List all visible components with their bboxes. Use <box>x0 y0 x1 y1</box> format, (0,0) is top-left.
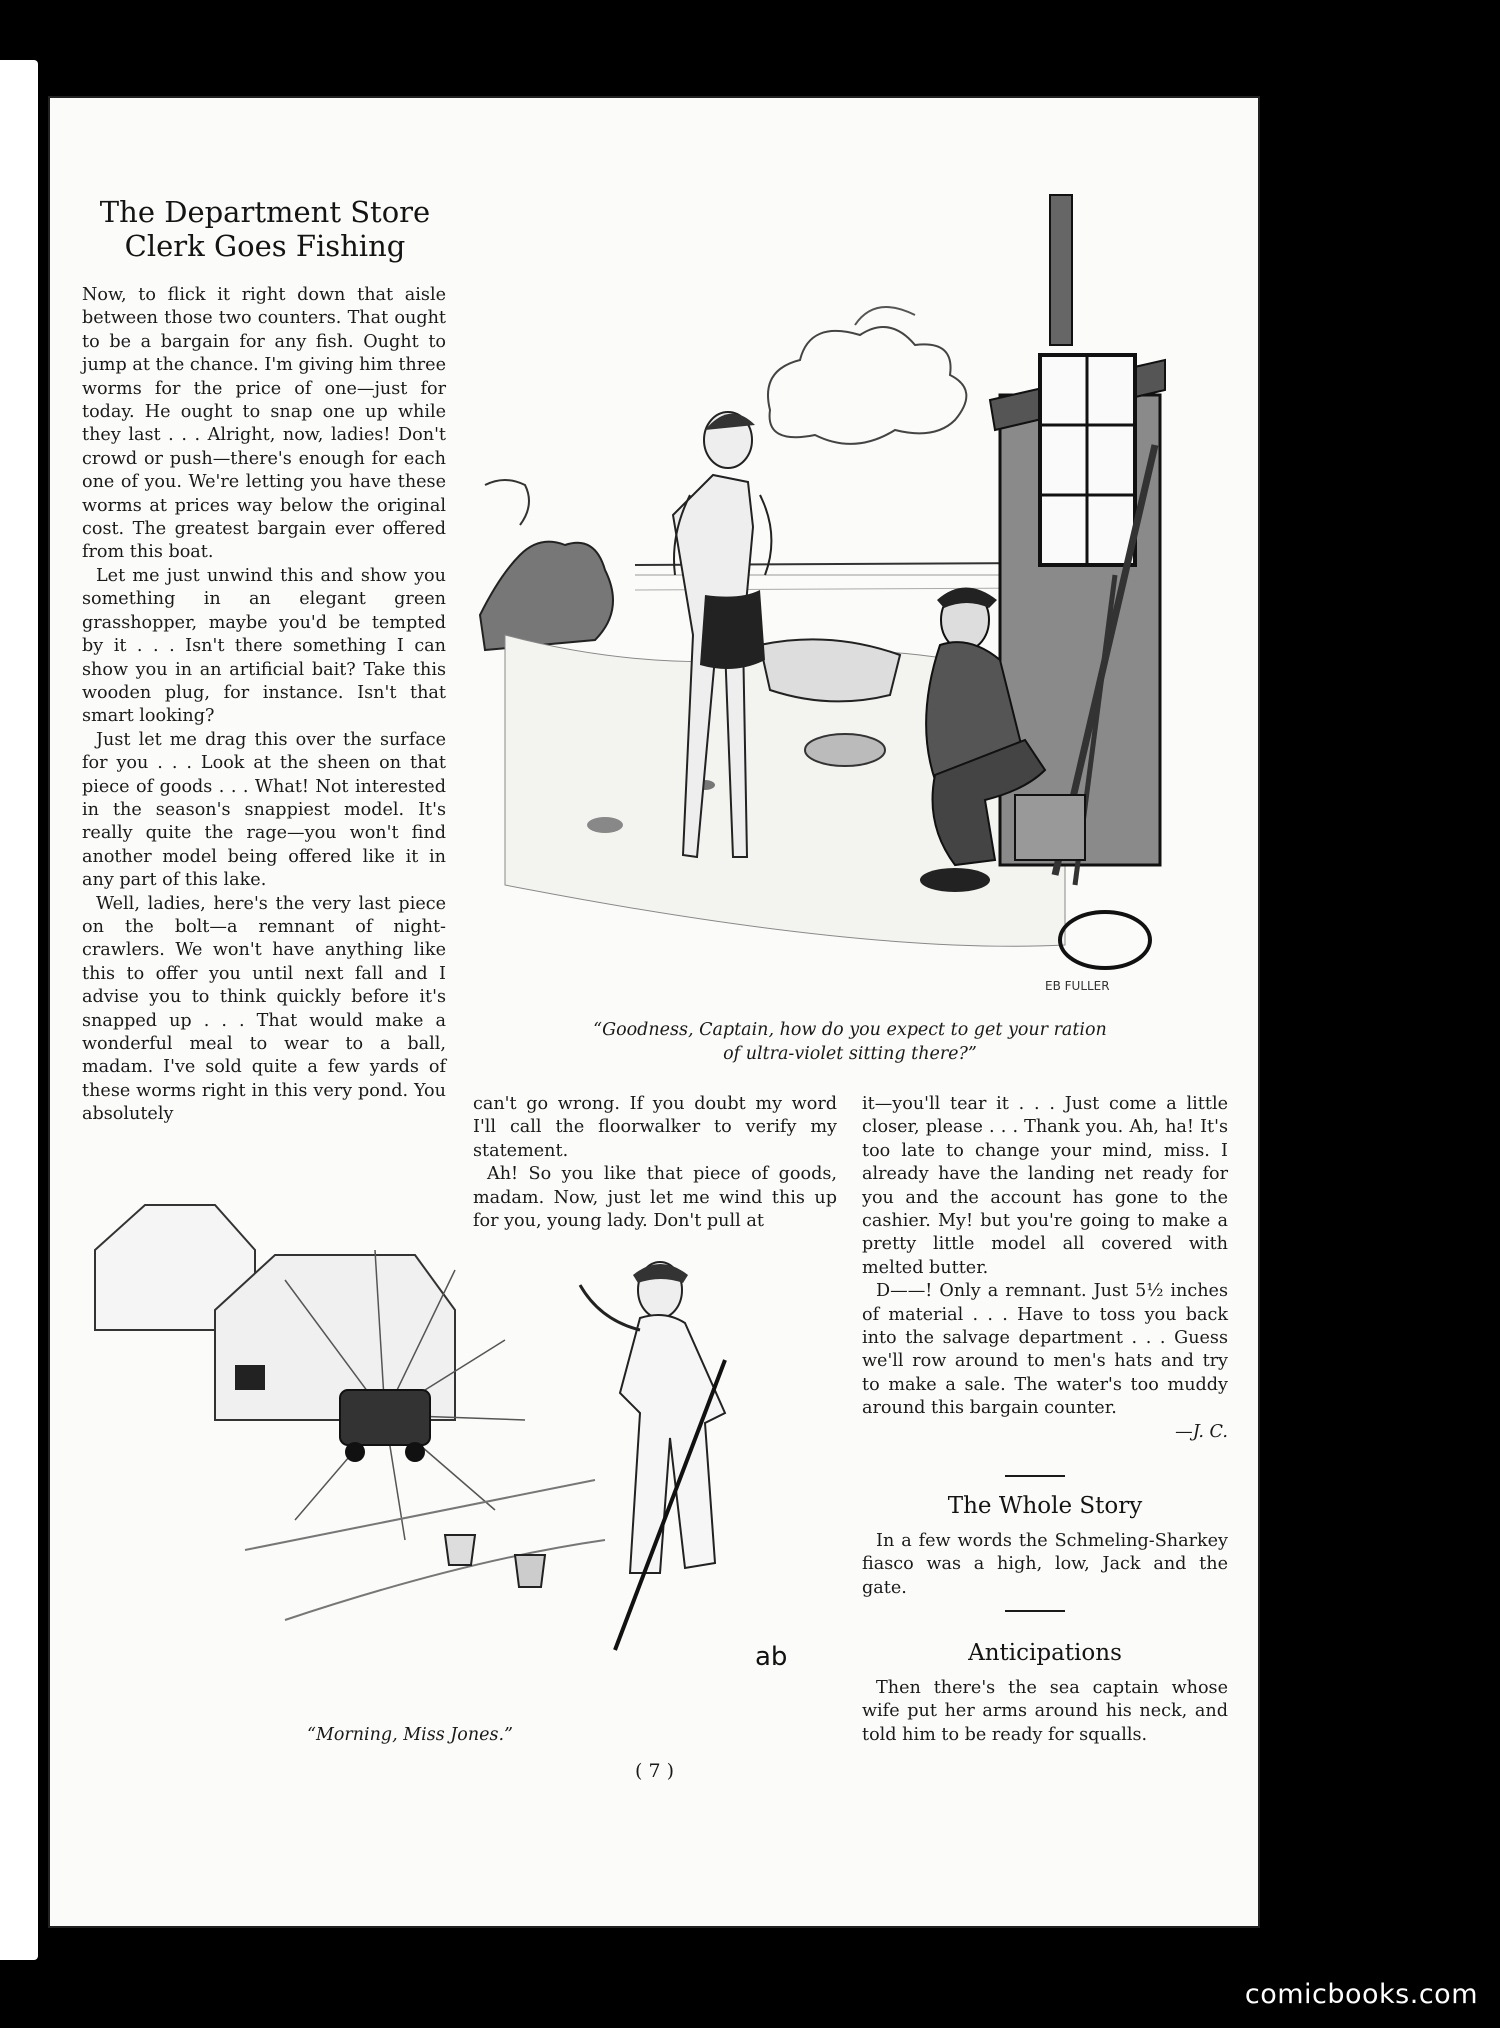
cartoon2-caption: “Morning, Miss Jones.” <box>307 1725 513 1745</box>
anticipations-heading: Anticipations <box>968 1640 1122 1666</box>
paragraph: D——! Only a remnant. Just 5½ inches of material . . . Have to toss you back into the salvage department . . . Guess we'll row around to men's hats and try to make a sale. The water's too muddy around this bargain counter. <box>862 1281 1228 1419</box>
whole-story-body <box>862 1530 1228 1600</box>
paragraph: Just let me drag this over the surface for you . . . Look at the sheen on that piece of goods . . . What! Not interested in the season's snappiest model. It's really quite the rage—you won't find another model being offered like it in any part of this lake. <box>82 729 446 891</box>
paragraph: it—you'll tear it . . . Just come a little closer, please . . . Thank you. Ah, ha! It's too late to change your mind, miss. I already have the landing net ready for you and the account has gone to the cashier. My! but you're going to make a pretty little model all covered with melted butter. <box>862 1094 1228 1278</box>
cartoon1-caption-line2: of ultra-violet sitting there?” <box>723 1044 977 1064</box>
article-title <box>95 195 435 263</box>
anticipations-body <box>862 1677 1228 1747</box>
page-number: ( 7 ) <box>635 1760 674 1782</box>
paragraph: Well, ladies, here's the very last piece on the bolt—a remnant of night-crawlers. We won't have anything like this to offer you until next fall and I advise you to think quickly before it's snapped up . . . That would make a wonderful meal to wear to a ball, madam. I've sold quite a few yards of these worms right in this very pond. You absolutely <box>82 893 446 1125</box>
paragraph: In a few words the Schmeling-Sharkey fiasco was a high, low, Jack and the gate. <box>862 1531 1228 1598</box>
cartoon1-caption-line1: “Goodness, Captain, how do you expect to get your ration <box>593 1020 1107 1040</box>
cartoon1-artist-signature: EB FULLER <box>1045 979 1110 993</box>
cartoon2-artist-signature: ab <box>755 1642 788 1672</box>
cartoon-captain-drawing <box>475 195 1165 1015</box>
paragraph: Now, to flick it right down that aisle between those two counters. That ought to be a bargain for any fish. Ought to jump at the chance. I'm giving him three worms for the price of one—just for today. He ought to snap one up while they last . . . Alright, now, ladies! Don't crowd or push—there's enough for each one of you. We're letting you have these worms at prices way below the original cost. The greatest bargain ever offered from this boat. <box>82 285 446 563</box>
article-signature: —J. C. <box>1175 1421 1228 1442</box>
paragraph: Ah! So you like that piece of goods, madam. Now, just let me wind this up for you, young lady. Don't pull at <box>473 1164 837 1232</box>
article-column-1 <box>82 284 446 1127</box>
paragraph: Let me just unwind this and show you something in an elegant green grasshopper, maybe you'd be tempted by it . . . Isn't there something I can show you in an artificial bait? Take this wooden plug, for instance. Isn't that smart looking? <box>82 565 446 727</box>
cartoon-captain-illustration <box>475 195 1165 1015</box>
paragraph: can't go wrong. If you doubt my word I'll call the floorwalker to verify my statement. <box>473 1094 837 1161</box>
section-divider <box>1005 1475 1065 1477</box>
previous-page-edge <box>0 60 38 1960</box>
section-divider <box>1005 1610 1065 1612</box>
paragraph: Then there's the sea captain whose wife put her arms around his neck, and told him to be ready for squalls. <box>862 1678 1228 1745</box>
article-title-line1: The Department Store <box>99 195 431 229</box>
article-title-line2: Clerk Goes Fishing <box>124 229 406 263</box>
cartoon-farmer-illustration <box>85 1190 845 1710</box>
cartoon-farmer-drawing <box>85 1190 845 1710</box>
article-column-3 <box>862 1093 1228 1444</box>
whole-story-heading: The Whole Story <box>947 1493 1143 1519</box>
watermark: comicbooks.com <box>1244 1979 1478 2010</box>
cartoon1-caption <box>540 1018 1160 1066</box>
